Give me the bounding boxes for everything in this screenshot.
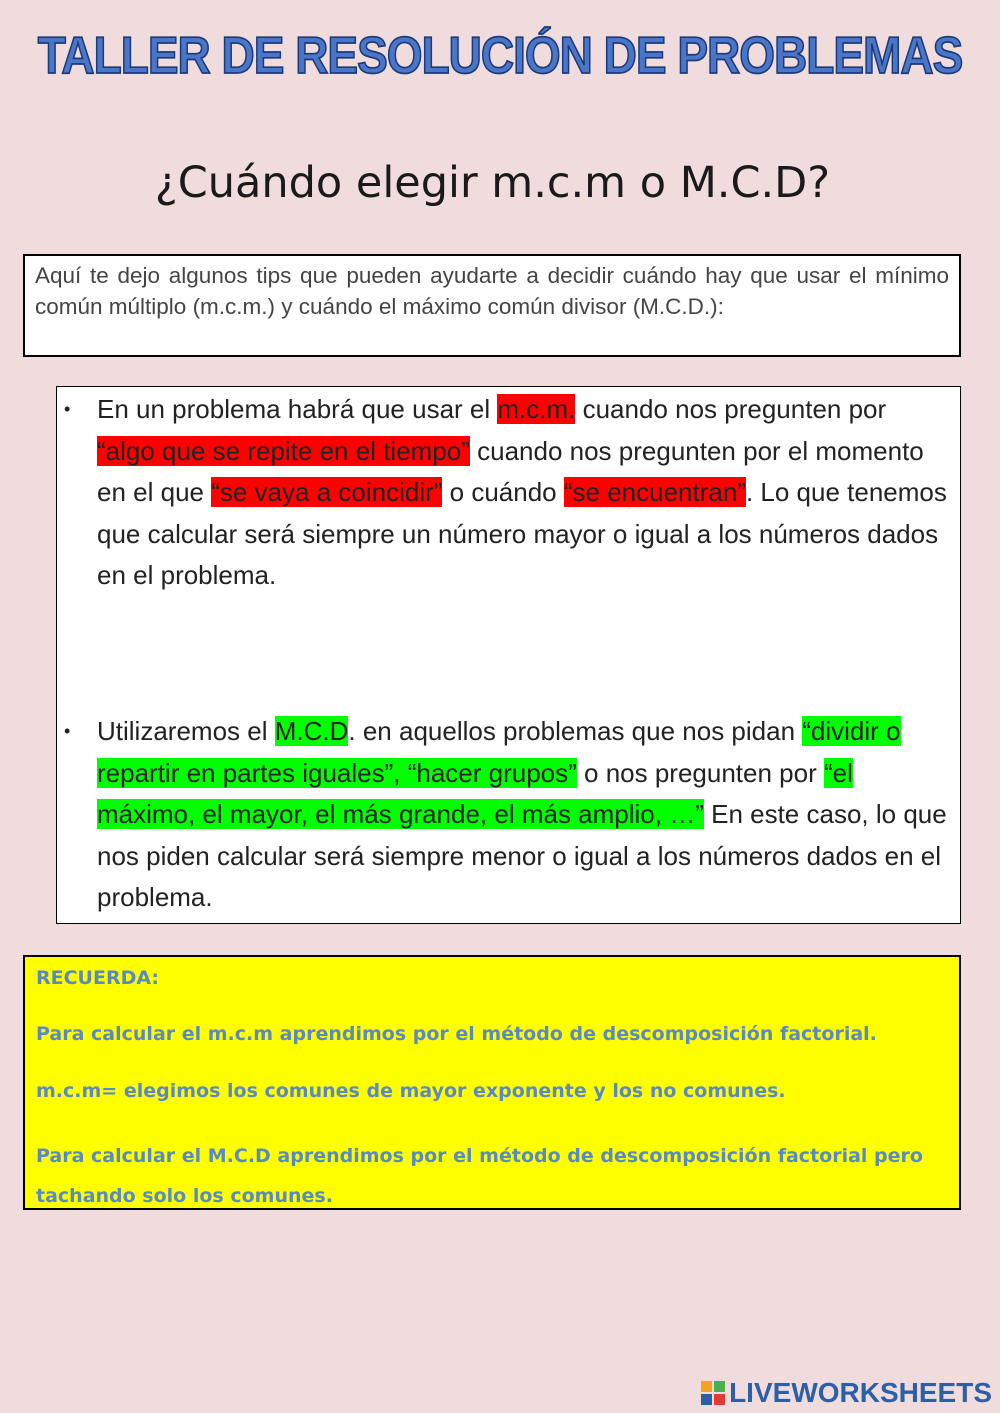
tip-mcm	[64, 389, 947, 597]
recuerda-box	[23, 955, 961, 1210]
tip-text: En este caso, lo que nos piden calcular será siempre menor o igual a los números dados en el problema.	[97, 799, 947, 912]
highlight-red: “se encuentran”	[563, 477, 746, 507]
tip-text: . en aquellos problemas que nos pidan	[348, 716, 803, 746]
logo-square	[714, 1394, 725, 1405]
question-heading: ¿Cuándo elegir m.c.m o M.C.D?	[154, 158, 831, 208]
tip-text: cuando nos pregunten por el momento en el que	[97, 435, 924, 507]
highlight-green: “el máximo, el mayor, el más grande, el más amplio, …”	[97, 757, 853, 829]
logo-square	[701, 1381, 712, 1392]
intro-box	[23, 254, 961, 357]
tip-text: o nos pregunten por	[576, 757, 824, 788]
highlight-red: m.c.m.	[497, 394, 576, 424]
tip-text: o cuándo	[442, 477, 564, 507]
page-title: TALLER DE RESOLUCIÓN DE PROBLEMAS	[37, 25, 963, 85]
footer-brand[interactable]	[701, 1377, 992, 1409]
tip-text: cuando nos pregunten por	[575, 394, 887, 424]
bullet-icon: •	[64, 399, 71, 419]
highlight-red: “algo que se repite en el tiempo”	[97, 435, 470, 466]
tip-text: En un problema habrá que usar el	[97, 394, 498, 424]
tip-mcd	[64, 711, 947, 919]
tip-text: Utilizaremos el	[97, 716, 275, 746]
logo-square	[701, 1394, 712, 1405]
liveworksheets-logo-icon	[701, 1381, 725, 1405]
recuerda-line: Para calcular el m.c.m aprendimos por el método de descomposición factorial.	[36, 1023, 877, 1045]
tip-text: . Lo que tenemos que calcular será siempre un número mayor o igual a los números dados en el problema.	[97, 477, 947, 590]
tips-box	[56, 386, 961, 924]
highlight-red: “se vaya a coincidir”	[211, 477, 443, 507]
intro-text: Aquí te dejo algunos tips que pueden ayudarte a decidir cuándo hay que usar el mínimo común múltiplo (m.c.m.) y cuándo el máximo común divisor (M.C.D.):	[35, 263, 949, 319]
recuerda-line: Para calcular el M.C.D aprendimos por el método de descomposición factorial pero tachando solo los comunes.	[36, 1145, 923, 1207]
highlight-green: “dividir o repartir en partes iguales”, “hacer grupos”	[97, 716, 901, 788]
highlight-green: M.C.D	[274, 716, 349, 746]
bullet-icon: •	[64, 721, 71, 741]
recuerda-line: m.c.m= elegimos los comunes de mayor exponente y los no comunes.	[36, 1080, 786, 1102]
logo-square	[714, 1381, 725, 1392]
brand-name: LIVEWORKSHEETS	[729, 1377, 992, 1408]
recuerda-heading: RECUERDA:	[36, 967, 160, 989]
